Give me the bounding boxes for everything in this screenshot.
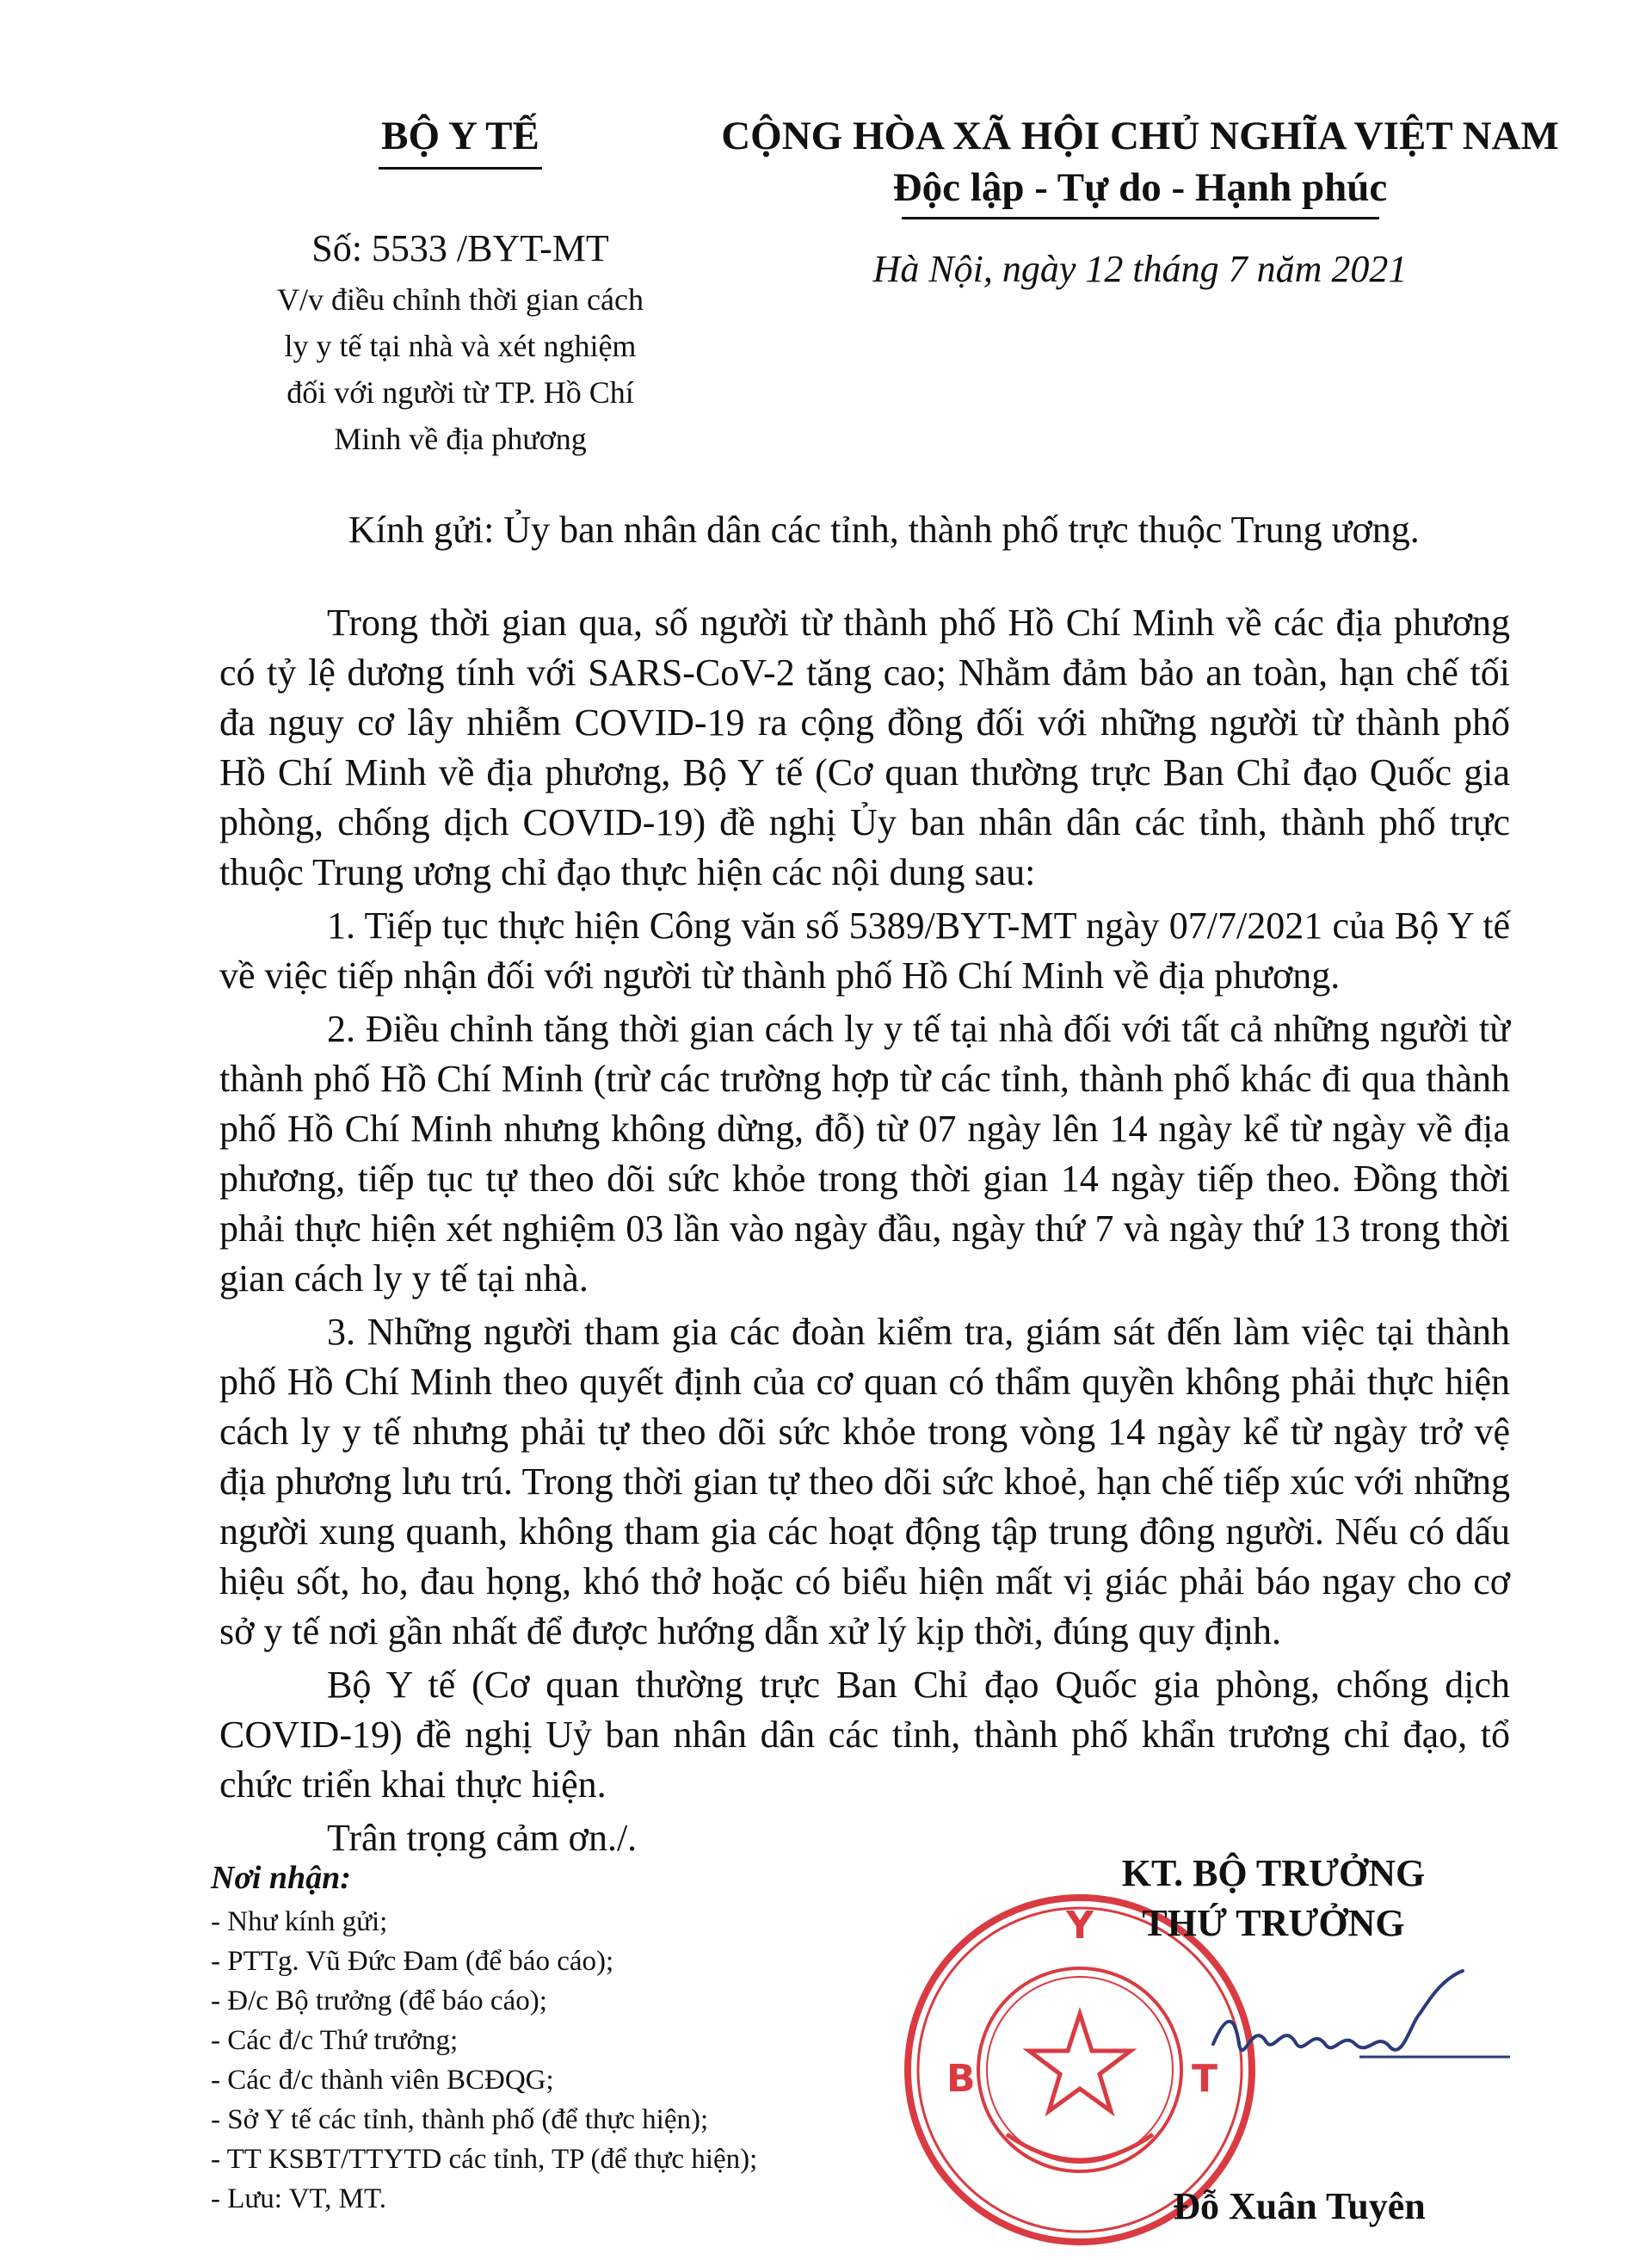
recipients-block — [211, 1857, 813, 2219]
agency-name: BỘ Y TẾ — [381, 114, 539, 158]
issuing-agency-block — [219, 110, 701, 462]
subject-line: Minh về địa phương — [334, 422, 587, 456]
document-body — [219, 598, 1510, 1867]
recipient-item: - PTTg. Vũ Đức Đam (để báo cáo); — [211, 1946, 614, 1977]
document-subject — [219, 276, 701, 462]
national-motto: Độc lập - Tự do - Hạnh phúc — [892, 165, 1388, 210]
signature-block — [1032, 1849, 1514, 2227]
body-paragraph: Bộ Y tế (Cơ quan thường trực Ban Chỉ đạo Quốc gia phòng, chống dịch COVID-19) đề nghị Uỷ ban nhân dân các tỉnh, thành phố khẩn trương chỉ đạo, tổ chức triển khai thực hiện. — [219, 1664, 1510, 1806]
signer-position: THỨ TRƯỞNG — [1142, 1902, 1405, 1944]
nation-title: CỘNG HÒA XÃ HỘI CHỦ NGHĨA VIỆT NAM — [721, 114, 1559, 158]
handwritten-signature — [1205, 1962, 1514, 2091]
recipient-item: - Lưu: VT, MT. — [211, 2183, 386, 2214]
recipients-list — [211, 1902, 813, 2219]
svg-text:Y: Y — [1066, 1904, 1094, 1948]
recipient-item: - TT KSBT/TTYTD các tỉnh, TP (để thực hiện); — [211, 2144, 758, 2175]
recipients-title: Nơi nhận: — [211, 1860, 351, 1896]
body-paragraph: Trong thời gian qua, số người từ thành phố Hồ Chí Minh về các địa phương có tỷ lệ dương tính với SARS-CoV-2 tăng cao; Nhằm đảm bảo an toàn, hạn chế tối đa nguy cơ lây nhiễm COVID-19 ra cộng đồng đối với những người từ thành phố Hồ Chí Minh về địa phương, Bộ Y tế (Cơ quan thường trực Ban Chỉ đạo Quốc gia phòng, chống dịch COVID-19) đề nghị Ủy ban nhân dân các tỉnh, thành phố trực thuộc Trung ương chỉ đạo thực hiện các nội dung sau: — [219, 602, 1510, 893]
national-header-block — [680, 110, 1600, 293]
place-and-date: Hà Nội, ngày 12 tháng 7 năm 2021 — [872, 248, 1408, 290]
agency-underline — [379, 167, 542, 170]
subject-line: ly y tế tại nhà và xét nghiệm — [284, 329, 637, 363]
recipient-item: - Các đ/c Thứ trưởng; — [211, 2025, 459, 2056]
subject-line: V/v điều chỉnh thời gian cách — [277, 282, 644, 317]
recipient-item: - Đ/c Bộ trưởng (để báo cáo); — [211, 1985, 547, 2016]
signer-name: Đỗ Xuân Tuyên — [1173, 2185, 1426, 2227]
svg-text:T: T — [1192, 2057, 1218, 2101]
svg-text:B: B — [946, 2057, 976, 2101]
subject-line: đối với người từ TP. Hồ Chí — [287, 375, 634, 410]
motto-underline — [902, 217, 1379, 219]
recipient-item: - Các đ/c thành viên BCĐQG; — [211, 2065, 554, 2096]
closing-line: Trân trọng cảm ơn./. — [327, 1817, 638, 1859]
addressee-line: Kính gửi: Ủy ban nhân dân các tỉnh, thành phố trực thuộc Trung ương. — [348, 509, 1420, 551]
recipient-item: - Như kính gửi; — [211, 1906, 388, 1937]
body-paragraph: 2. Điều chỉnh tăng thời gian cách ly y tế tại nhà đối với tất cả những người từ thành phố Hồ Chí Minh (trừ các trường hợp từ các tỉnh, thành phố khác đi qua thành phố Hồ Chí Minh nhưng không dừng, đỗ) từ 07 ngày lên 14 ngày kể từ ngày về địa phương, tiếp tục tự theo dõi sức khỏe trong thời gian 14 ngày tiếp theo. Đồng thời phải thực hiện xét nghiệm 03 lần vào ngày đầu, ngày thứ 7 và ngày thứ 13 trong thời gian cách ly y tế tại nhà. — [219, 1008, 1510, 1300]
body-paragraph: 1. Tiếp tục thực hiện Công văn số 5389/BYT-MT ngày 07/7/2021 của Bộ Y tế về việc tiếp nhận đối với người từ thành phố Hồ Chí Minh về địa phương. — [219, 905, 1510, 997]
recipient-item: - Sở Y tế các tỉnh, thành phố (để thực hiện); — [211, 2104, 709, 2135]
document-number: Số: 5533 /BYT-MT — [311, 227, 609, 269]
signer-authority: KT. BỘ TRƯỞNG — [1121, 1852, 1426, 1894]
body-paragraph: 3. Những người tham gia các đoàn kiểm tra, giám sát đến làm việc tại thành phố Hồ Chí Minh theo quyết định của cơ quan có thẩm quyền không phải thực hiện cách ly y tế nhưng phải tự theo dõi sức khỏe trong vòng 14 ngày kể từ ngày trở vệ địa phương lưu trú. Trong thời gian tự theo dõi sức khoẻ, hạn chế tiếp xúc với những người xung quanh, không tham gia các hoạt động tập trung đông người. Nếu có dấu hiệu sốt, ho, đau họng, khó thở hoặc có biểu hiện mất vị giác phải báo ngay cho cơ sở y tế nơi gần nhất để được hướng dẫn xử lý kịp thời, đúng quy định. — [219, 1311, 1510, 1652]
